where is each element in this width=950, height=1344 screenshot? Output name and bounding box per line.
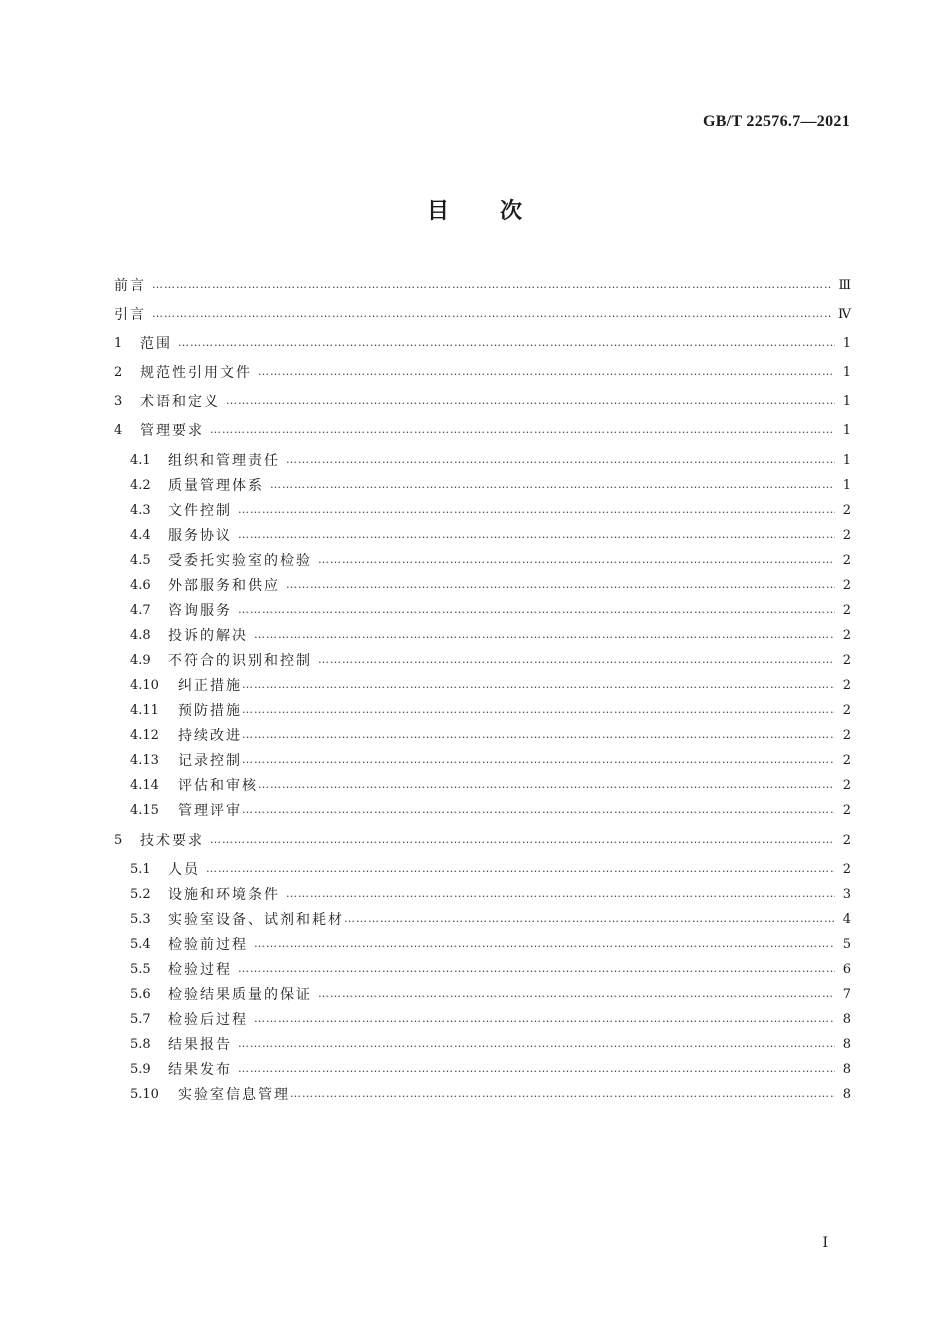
toc-leader [210,828,835,852]
toc-entry-4-13[interactable] [130,748,851,772]
toc-entry-4-8[interactable] [130,623,851,647]
toc-leader [286,448,835,472]
toc-entry-4-6[interactable] [130,573,851,597]
toc-leader [344,907,835,931]
toc-number: 4.4 [130,527,151,543]
toc-page: Ⅳ [838,306,851,322]
toc-leader [238,1032,835,1056]
toc-label: 结果报告 [168,1037,232,1053]
toc-page: 8 [842,1086,851,1102]
toc-number: 5.4 [130,936,151,952]
toc-number: 4.6 [130,577,151,593]
toc-number: 5.1 [130,861,151,877]
toc-leader [242,698,835,722]
toc-page: 2 [842,602,851,618]
toc-label: 记录控制 [178,753,242,769]
toc-entry-5-9[interactable] [130,1057,851,1081]
toc-number: 4.12 [130,727,159,743]
toc-label: 不符合的识别和控制 [168,653,312,669]
toc-number: 5.3 [130,911,151,927]
toc-number: 5 [114,832,123,848]
toc-entry-4-2[interactable] [130,473,851,497]
toc-number: 5.6 [130,986,151,1002]
toc-label: 预防措施 [178,703,242,719]
toc-entry-4-7[interactable] [130,598,851,622]
toc-page: 2 [842,577,851,593]
toc-label: 实验室信息管理 [178,1087,290,1103]
toc-page: 2 [842,702,851,718]
toc-leader [258,360,835,384]
toc-leader [318,648,835,672]
toc-number: 1 [114,335,123,351]
toc-label: 前言 [114,278,146,294]
toc-label: 受委托实验室的检验 [168,553,312,569]
toc-leader [178,331,835,355]
toc-leader [152,302,832,326]
toc-label: 外部服务和供应 [168,578,280,594]
toc-entry-5-10[interactable] [130,1082,851,1106]
toc-label: 管理要求 [140,423,204,439]
toc-leader [238,957,835,981]
toc-label: 实验室设备、试剂和耗材 [168,912,344,928]
toc-number: 4.15 [130,802,159,818]
toc-page: 2 [842,802,851,818]
toc-page: 2 [842,502,851,518]
toc-leader [242,673,835,697]
toc-entry-5-3[interactable] [130,907,851,931]
toc-number: 4.11 [130,702,159,718]
toc-page: 8 [842,1061,851,1077]
toc-leader [242,798,835,822]
toc-label: 检验前过程 [168,937,248,953]
toc-entry-5-7[interactable] [130,1007,851,1031]
toc-label: 服务协议 [168,528,232,544]
toc-leader [152,273,832,297]
toc-number: 4.9 [130,652,151,668]
toc-label: 检验后过程 [168,1012,248,1028]
toc-entry-5-8[interactable] [130,1032,851,1056]
toc-number: 4.10 [130,677,159,693]
toc-page: 2 [842,832,851,848]
toc-entry-4-5[interactable] [130,548,851,572]
toc-number: 4.5 [130,552,151,568]
toc-entry-5-4[interactable] [130,932,851,956]
toc-number: 4.13 [130,752,159,768]
toc-label: 引言 [114,307,146,323]
toc-page: 2 [842,527,851,543]
toc-page: 1 [842,335,851,351]
toc-entry-4-3[interactable] [130,498,851,522]
toc-entry-4-9[interactable] [130,648,851,672]
toc-entry-5-1[interactable] [130,857,851,881]
toc-entry-3[interactable] [114,389,851,413]
toc-number: 4.8 [130,627,151,643]
toc-number: 4.2 [130,477,151,493]
toc-number: 2 [114,364,123,380]
toc-page: 2 [842,652,851,668]
title-char-2: 次 [500,199,524,224]
toc-label: 规范性引用文件 [140,365,252,381]
toc-page: 2 [842,627,851,643]
toc-entry-5-6[interactable] [130,982,851,1006]
toc-number: 5.9 [130,1061,151,1077]
toc-label: 文件控制 [168,503,232,519]
toc-leader [270,473,835,497]
toc-label: 检验结果质量的保证 [168,987,312,1003]
toc-label: 咨询服务 [168,603,232,619]
toc-leader [286,882,835,906]
toc-entry-4-15[interactable] [130,798,851,822]
toc-number: 4.1 [130,452,151,468]
toc-number: 5.5 [130,961,151,977]
toc-number: 5.2 [130,886,151,902]
toc-page: 4 [842,911,851,927]
toc-label: 设施和环境条件 [168,887,280,903]
toc-leader [318,548,835,572]
toc-entry-4-12[interactable] [130,723,851,747]
toc-entry-foreword[interactable] [114,273,851,297]
toc-page: 5 [842,936,851,952]
toc-number: 5.8 [130,1036,151,1052]
toc-entry-1[interactable] [114,331,851,355]
toc-label: 评估和审核 [178,778,258,794]
toc-leader [242,748,835,772]
toc-entry-4-1[interactable] [130,448,851,472]
toc-page: 8 [842,1036,851,1052]
toc-page: 7 [842,986,851,1002]
toc-leader [210,418,835,442]
page-number: I [822,1235,828,1251]
toc-page: 6 [842,961,851,977]
toc-entry-5[interactable] [114,828,851,852]
toc-page: 1 [842,393,851,409]
toc-entry-4-11[interactable] [130,698,851,722]
toc-page: Ⅲ [838,277,851,293]
toc-label: 范围 [140,336,172,352]
toc-leader [254,623,835,647]
toc-label: 持续改进 [178,728,242,744]
toc-number: 4.7 [130,602,151,618]
toc-leader [226,389,835,413]
toc-label: 纠正措施 [178,678,242,694]
toc-entry-4-10[interactable] [130,673,851,697]
toc-entry-4[interactable] [114,418,851,442]
toc-label: 技术要求 [140,833,204,849]
toc-page: 1 [842,422,851,438]
toc-leader [254,932,835,956]
toc-number: 4 [114,422,123,438]
toc-page: 1 [842,364,851,380]
toc-page: 1 [842,452,851,468]
toc-label: 术语和定义 [140,394,220,410]
toc-page: 2 [842,752,851,768]
toc-label: 人员 [168,862,200,878]
title-char-1: 目 [426,199,450,224]
toc-leader [206,857,835,881]
toc-number: 5.7 [130,1011,151,1027]
toc-entry-5-5[interactable] [130,957,851,981]
toc-label: 检验过程 [168,962,232,978]
toc-entry-4-14[interactable] [130,773,851,797]
toc-leader [286,573,835,597]
toc-page: 2 [842,727,851,743]
toc-page: 3 [842,886,851,902]
toc-leader [238,498,835,522]
toc-leader [238,598,835,622]
toc-page: 2 [842,677,851,693]
toc-label: 管理评审 [178,803,242,819]
toc-entry-introduction[interactable] [114,302,851,326]
toc-number: 4.14 [130,777,159,793]
toc-page: 2 [842,777,851,793]
toc-number: 3 [114,393,123,409]
toc-entry-4-4[interactable] [130,523,851,547]
toc-leader [254,1007,835,1031]
toc-number: 4.3 [130,502,151,518]
toc-label: 投诉的解决 [168,628,248,644]
toc-page: 2 [842,552,851,568]
toc-leader [258,773,835,797]
toc-label: 组织和管理责任 [168,453,280,469]
toc-leader [318,982,835,1006]
toc-leader [290,1082,835,1106]
toc-leader [242,723,835,747]
toc-entry-5-2[interactable] [130,882,851,906]
toc-number: 5.10 [130,1086,159,1102]
toc-label: 质量管理体系 [168,478,264,494]
standard-code: GB/T 22576.7—2021 [702,113,850,130]
toc-page: 2 [842,861,851,877]
toc-page: 8 [842,1011,851,1027]
toc-leader [238,1057,835,1081]
toc-page: 1 [842,477,851,493]
toc-entry-2[interactable] [114,360,851,384]
toc-leader [238,523,835,547]
toc-label: 结果发布 [168,1062,232,1078]
